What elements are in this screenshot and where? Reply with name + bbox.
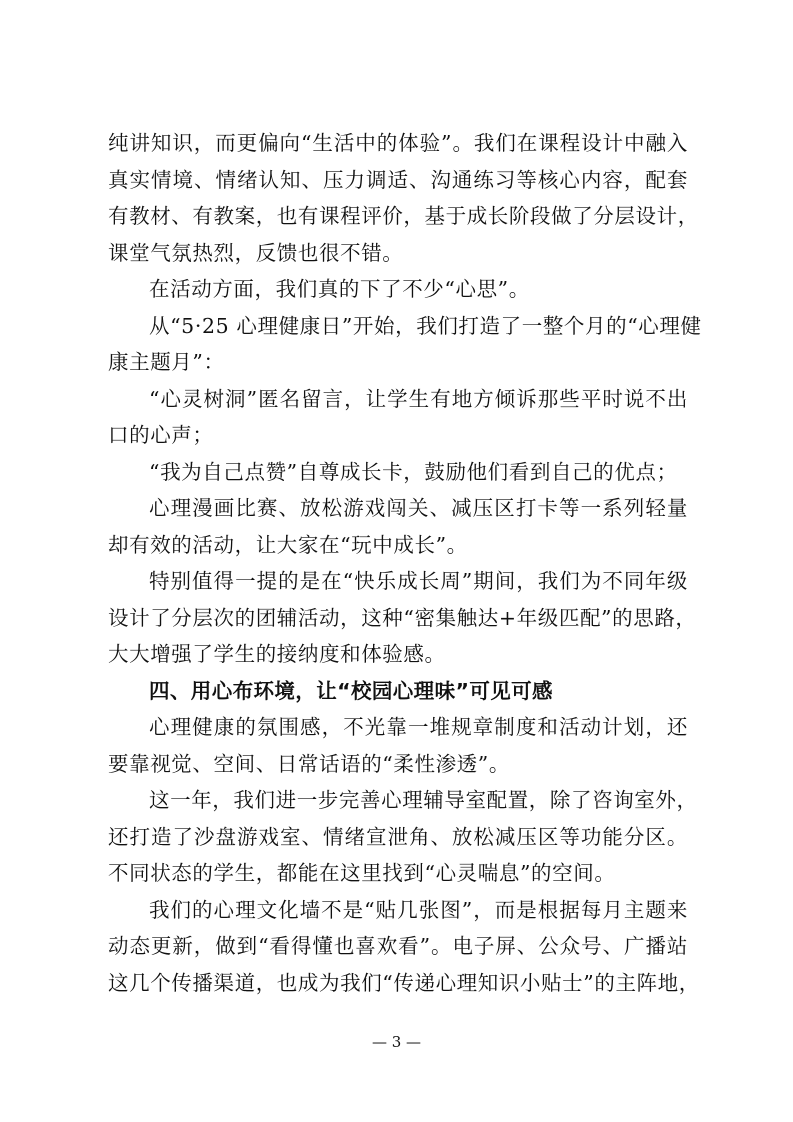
text-line: 却有效的活动，让大家在“玩中成长”。 [108,533,468,557]
paragraph-line: 特别值得一提的是在“快乐成长周”期间，我们为不同年级 [149,569,688,593]
section-heading: 四、用心布环境，让“校园心理味”可见可感 [149,679,553,703]
text-line: 真实情境、情绪认知、压力调适、沟通练习等核心内容，配套 [108,168,688,192]
paragraph-line: 心理健康的氛围感，不光靠一堆规章制度和活动计划，还 [149,715,688,739]
text-line: 课堂气氛热烈，反馈也很不错。 [108,241,404,265]
text-line: 还打造了沙盘游戏室、情绪宣泄角、放松减压区等功能分区。 [108,825,688,849]
text-line: 大大增强了学生的接纳度和体验感。 [108,642,446,666]
text-line: 有教材、有教案，也有课程评价，基于成长阶段做了分层设计， [108,204,699,228]
paragraph-line: 这一年，我们进一步完善心理辅导室配置，除了咨询室外， [149,788,698,812]
paragraph-line: 我们的心理文化墙不是“贴几张图”，而是根据每月主题来 [149,898,688,922]
text-line: 这几个传播渠道，也成为我们“传递心理知识小贴士”的主阵地， [108,971,700,995]
text-line: 要靠视觉、空间、日常话语的“柔性渗透”。 [108,752,510,776]
text-line: 动态更新，做到“看得懂也喜欢看”。电子屏、公众号、广播站 [108,934,688,958]
page-number: — 3 — [371,1033,422,1051]
text-line: 康主题月”： [108,350,225,374]
paragraph-line: “我为自己点赞”自尊成长卡，鼓励他们看到自己的优点； [149,460,678,484]
paragraph-line: 心理漫画比赛、放松游戏闯关、减压区打卡等一系列轻量 [149,496,688,520]
paragraph-line: 在活动方面，我们真的下了不少“心思”。 [149,277,530,301]
paragraph-line: 从“5·25 心理健康日”开始，我们打造了一整个月的“心理健 [149,314,702,338]
text-line: 不同状态的学生，都能在这里找到“心灵喘息”的空间。 [108,861,616,885]
paragraph-line: “心灵树洞”匿名留言，让学生有地方倾诉那些平时说不出 [149,387,688,411]
text-line: 设计了分层次的团辅活动，这种“密集触达+年级匹配”的思路， [108,606,697,630]
text-line: 纯讲知识，而更偏向“生活中的体验”。我们在课程设计中融入 [108,131,688,155]
text-line: 口的心声； [108,423,214,447]
